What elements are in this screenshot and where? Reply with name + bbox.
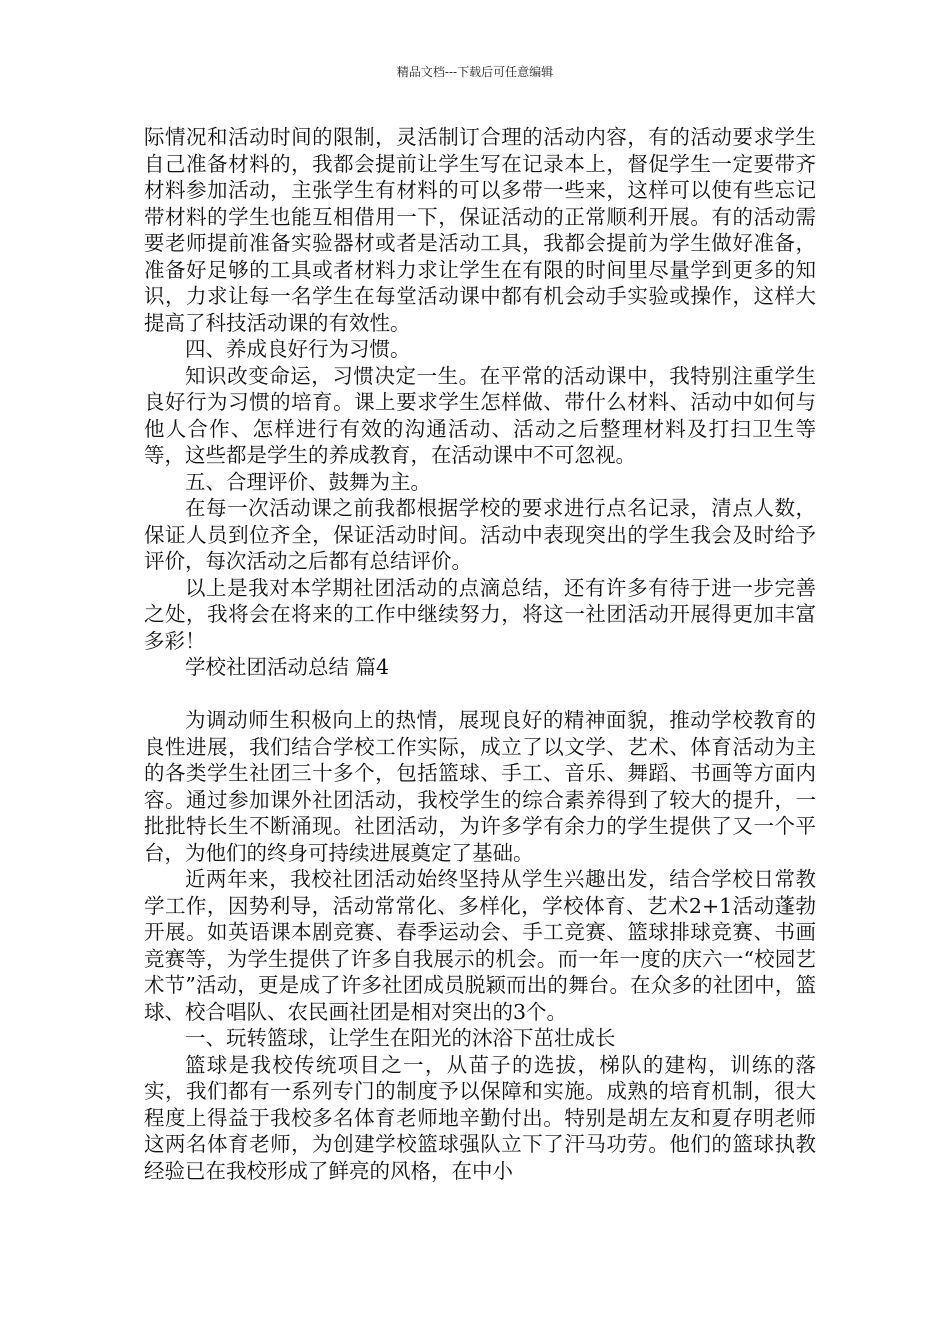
section-heading: 一、玩转篮球，让学生在阳光的沐浴下茁壮成长 <box>185 1026 616 1050</box>
paragraph: 知识改变命运，习惯决定一生。在平常的活动课中，我特别注重学生良好行为习惯的培育。课上要求学生怎样做、带什么材料、活动中如何与他人合作、怎样进行有效的沟通活动、活动之后整理材料及打扫卫生等等，这些都是学生的养成教育，在活动课中不可忽视。 <box>144 363 816 467</box>
paragraph: 近两年来，我校社团活动始终坚持从学生兴趣出发，结合学校日常教学工作，因势利导，活动常常化、多样化，学校体育、艺术2+1活动蓬勃开展。如英语课本剧竞赛、春季运动会、手工竞赛、篮球排球竞赛、书画竞赛等，为学生提供了许多自我展示的机会。而一年一度的庆六一“校园艺术节”活动，更是成了许多社团成员脱颖而出的舞台。在众多的社团中，篮球、校合唱队、农民画社团是相对突出的3个。 <box>144 867 816 1024</box>
blank-line <box>144 681 816 708</box>
section-heading: 五、合理评价、鼓舞为主。 <box>185 469 431 494</box>
paragraph: 以上是我对本学期社团活动的点滴总结，还有许多有待于进一步完善之处，我将会在将来的工作中继续努力，将这一社团活动开展得更加丰富多彩！ <box>144 575 816 653</box>
page-header: 精品文档---下载后可任意编辑 <box>396 65 554 79</box>
paragraph: 篮球是我校传统项目之一，从苗子的选拔，梯队的建构，训练的落实，我们都有一系列专门的制度予以保障和实施。成熟的培育机制，很大程度上得益于我校多名体育老师地辛勤付出。特别是胡左友和夏存明老师这两名体育老师，为创建学校篮球强队立下了汗马功劳。他们的篮球执教经验已在我校形成了鲜亮的风格，在中小 <box>144 1052 816 1183</box>
paragraph: 在每一次活动课之前我都根据学校的要求进行点名记录，清点人数，保证人员到位齐全，保证活动时间。活动中表现突出的学生我会及时给予评价，每次活动之后都有总结评价。 <box>144 496 816 573</box>
paragraph: 际情况和活动时间的限制，灵活制订合理的活动内容，有的活动要求学生自己准备材料的，我都会提前让学生写在记录本上，督促学生一定要带齐材料参加活动，主张学生有材料的可以多带一些来，这样可以使有些忘记带材料的学生也能互相借用一下，保证活动的正常顺利开展。有的活动需要老师提前准备实验器材或者是活动工具，我都会提前为学生做好准备，准备好足够的工具或者材料力求让学生在有限的时间里尽量学到更多的知识，力求让每一名学生在每堂活动课中都有机会动手实验或操作，这样大提高了科技活动课的有效性。 <box>144 125 816 335</box>
document-body <box>144 124 816 1184</box>
article-title: 学校社团活动总结 篇4 <box>185 655 390 679</box>
paragraph: 为调动师生积极向上的热情，展现良好的精神面貌，推动学校教育的良性进展，我们结合学校工作实际，成立了以文学、艺术、体育活动为主的各类学生社团三十多个，包括篮球、手工、音乐、舞蹈、书画等方面内容。通过参加课外社团活动，我校学生的综合素养得到了较大的提升，一批批特长生不断涌现。社团活动，为许多学有余力的学生提供了又一个平台，为他们的终身可持续进展奠定了基础。 <box>144 708 816 865</box>
section-heading: 四、养成良好行为习惯。 <box>185 337 411 361</box>
